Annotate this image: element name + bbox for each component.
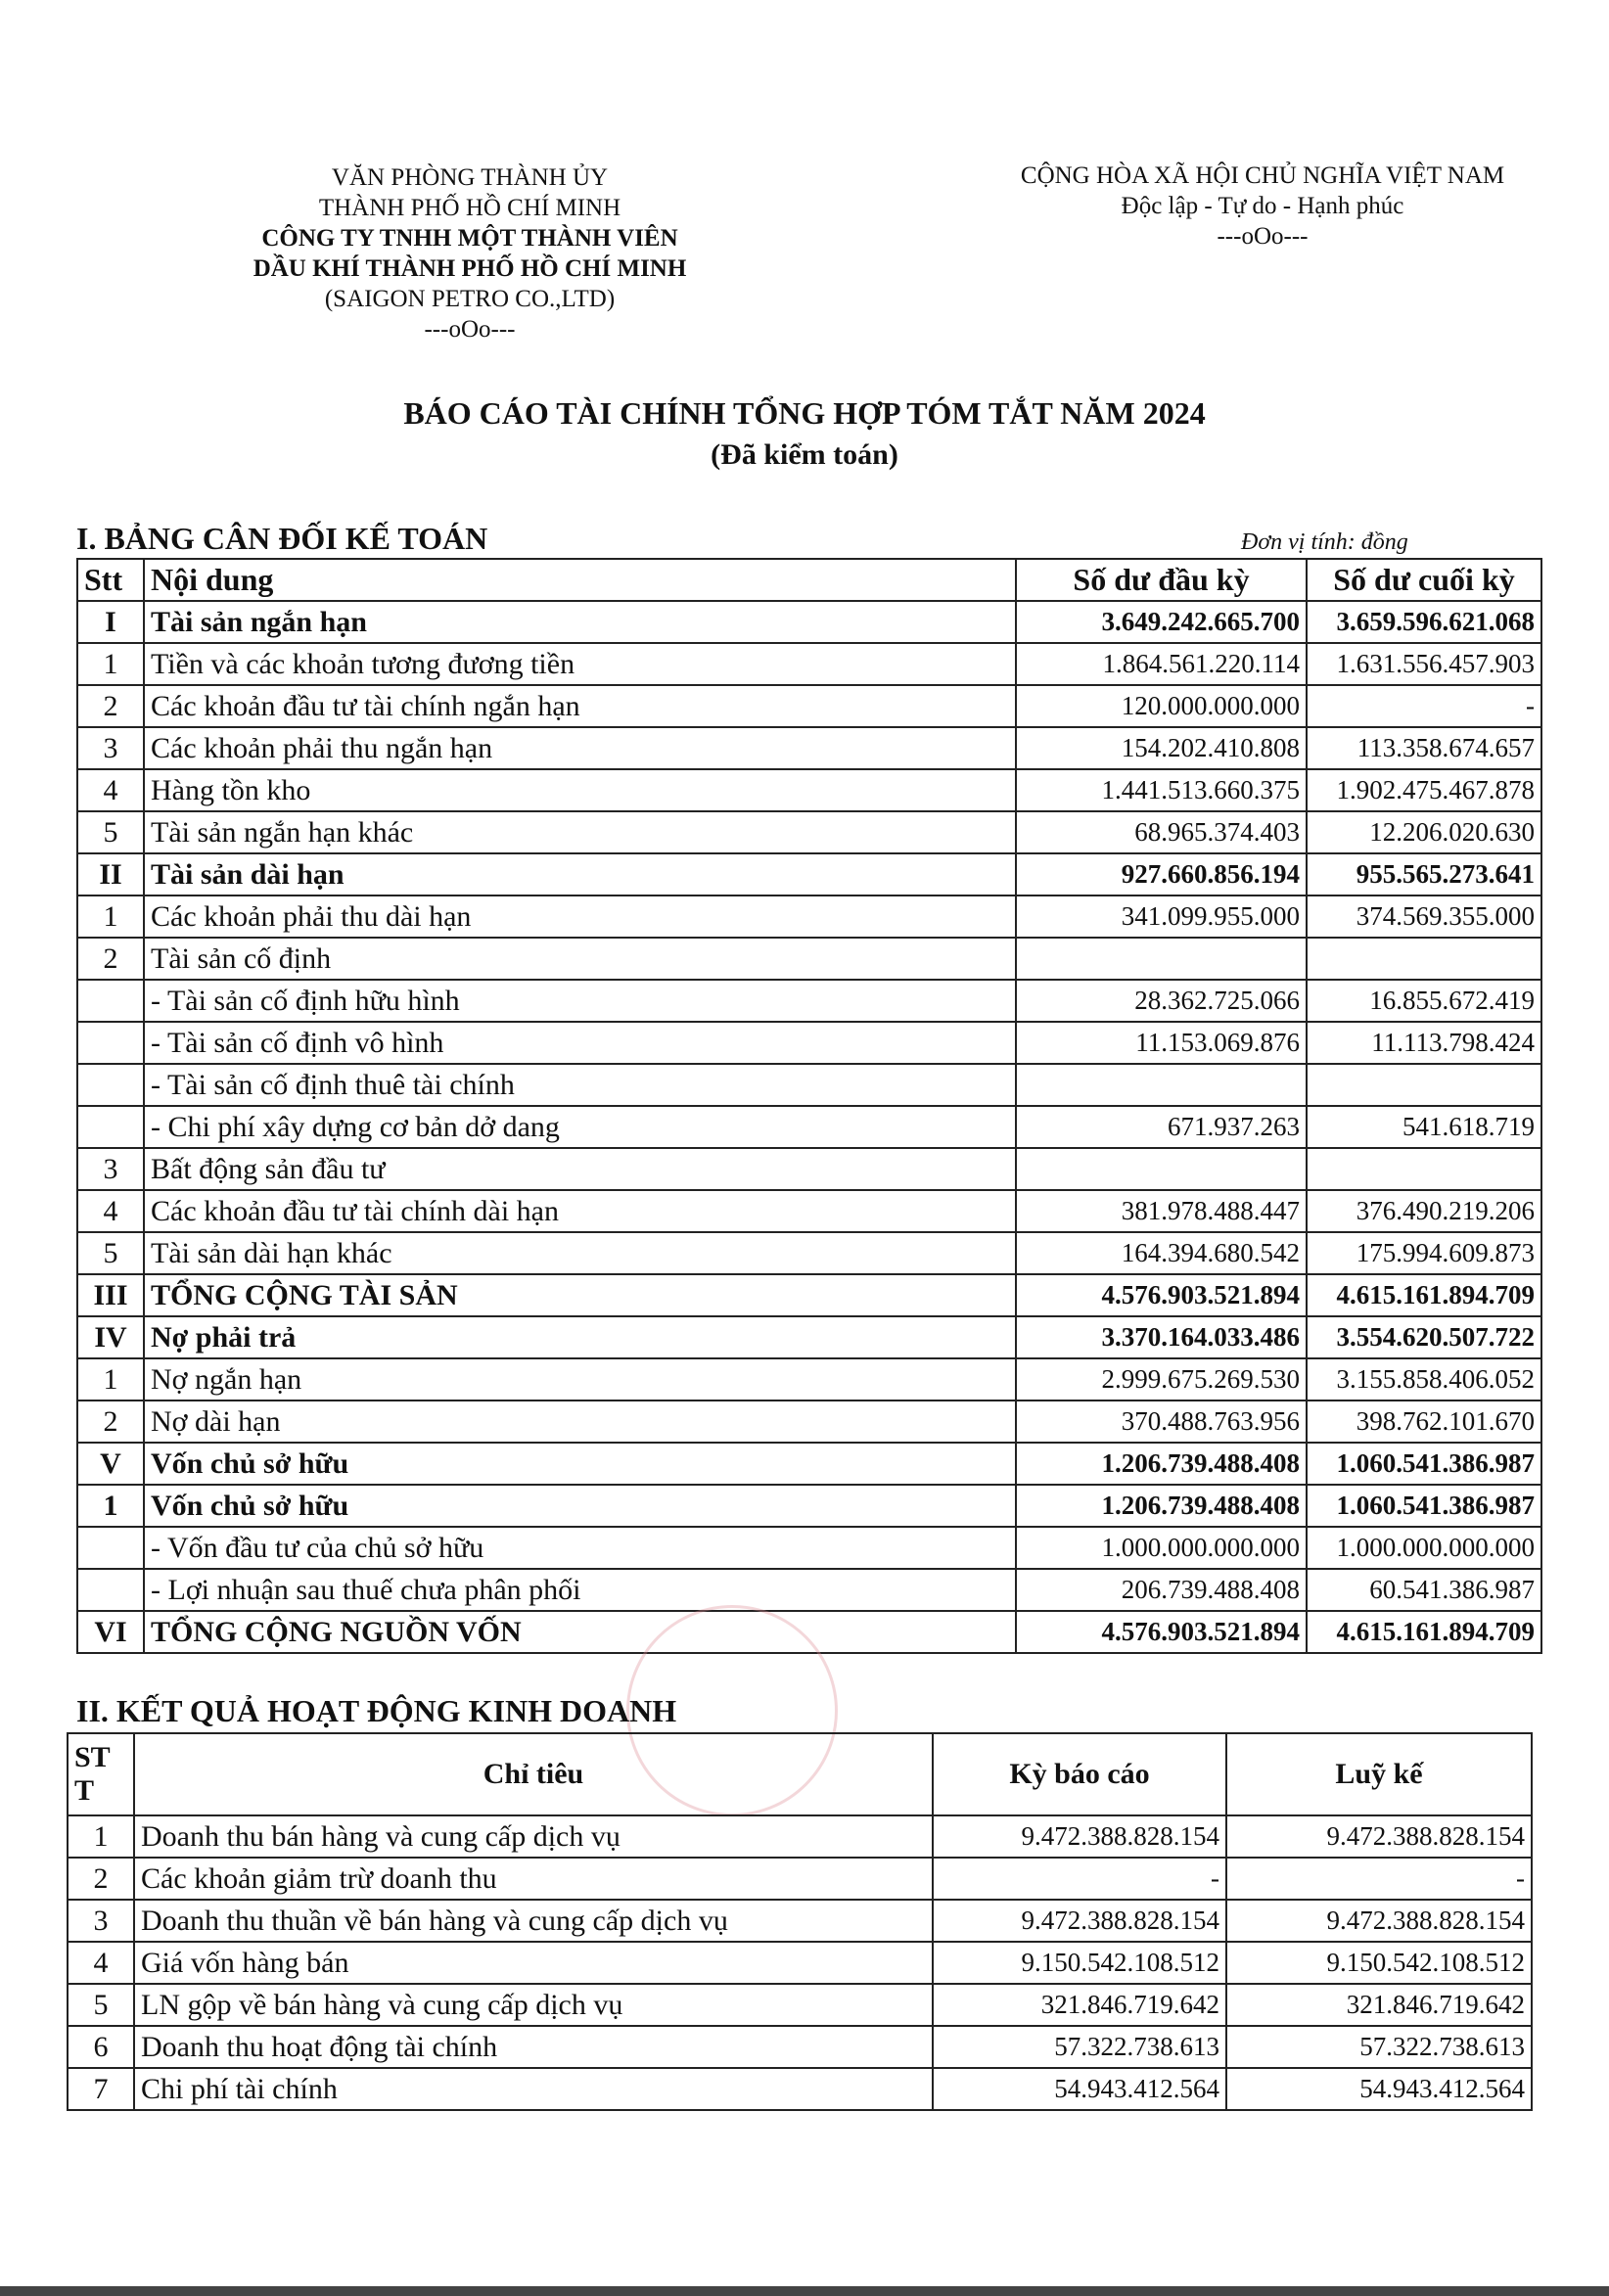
row-stt: 4 bbox=[68, 1942, 134, 1984]
row-opening-balance: 2.999.675.269.530 bbox=[1016, 1358, 1307, 1401]
row-indicator: Doanh thu thuần về bán hàng và cung cấp dịch vụ bbox=[134, 1900, 933, 1942]
row-closing-balance: 3.659.596.621.068 bbox=[1307, 601, 1541, 643]
row-content: Các khoản phải thu ngắn hạn bbox=[144, 727, 1016, 769]
row-reporting-period: 321.846.719.642 bbox=[933, 1984, 1226, 2026]
row-opening-balance: 11.153.069.876 bbox=[1016, 1022, 1307, 1064]
row-opening-balance: 671.937.263 bbox=[1016, 1106, 1307, 1148]
row-cumulative: 9.472.388.828.154 bbox=[1226, 1815, 1532, 1858]
income-statement-row bbox=[68, 1815, 1532, 1858]
row-stt: 1 bbox=[77, 1358, 144, 1401]
row-indicator: Các khoản giảm trừ doanh thu bbox=[134, 1858, 933, 1900]
row-opening-balance: 164.394.680.542 bbox=[1016, 1232, 1307, 1274]
row-reporting-period: 54.943.412.564 bbox=[933, 2068, 1226, 2110]
balance-sheet-row bbox=[77, 643, 1541, 685]
balance-sheet-row bbox=[77, 1232, 1541, 1274]
row-cumulative: 321.846.719.642 bbox=[1226, 1984, 1532, 2026]
row-content: TỔNG CỘNG TÀI SẢN bbox=[144, 1274, 1016, 1316]
national-motto: Độc lập - Tự do - Hạnh phúc bbox=[1121, 193, 1404, 219]
row-stt: 5 bbox=[77, 811, 144, 853]
row-stt: 3 bbox=[77, 1148, 144, 1190]
row-stt: 7 bbox=[68, 2068, 134, 2110]
row-reporting-period: 9.150.542.108.512 bbox=[933, 1942, 1226, 1984]
row-content: Tài sản ngắn hạn bbox=[144, 601, 1016, 643]
row-stt: V bbox=[77, 1443, 144, 1485]
issuer-header bbox=[225, 162, 714, 344]
balance-sheet-row bbox=[77, 727, 1541, 769]
row-opening-balance: 120.000.000.000 bbox=[1016, 685, 1307, 727]
row-closing-balance bbox=[1307, 1064, 1541, 1106]
row-closing-balance: 60.541.386.987 bbox=[1307, 1569, 1541, 1611]
row-closing-balance: 1.060.541.386.987 bbox=[1307, 1443, 1541, 1485]
row-content: - Tài sản cố định hữu hình bbox=[144, 980, 1016, 1022]
row-stt: 2 bbox=[77, 685, 144, 727]
row-stt: I bbox=[77, 601, 144, 643]
row-opening-balance: 1.441.513.660.375 bbox=[1016, 769, 1307, 811]
row-closing-balance: 376.490.219.206 bbox=[1307, 1190, 1541, 1232]
balance-sheet-row bbox=[77, 1569, 1541, 1611]
balance-sheet-row bbox=[77, 1022, 1541, 1064]
balance-sheet-row bbox=[77, 895, 1541, 938]
row-stt bbox=[77, 1106, 144, 1148]
row-content: Tài sản dài hạn khác bbox=[144, 1232, 1016, 1274]
income-statement-row bbox=[68, 2026, 1532, 2068]
row-content: - Lợi nhuận sau thuế chưa phân phối bbox=[144, 1569, 1016, 1611]
row-closing-balance: - bbox=[1307, 685, 1541, 727]
row-content: Tài sản cố định bbox=[144, 938, 1016, 980]
row-stt: 2 bbox=[68, 1858, 134, 1900]
national-separator: ---oOo--- bbox=[1217, 223, 1309, 250]
row-opening-balance: 3.649.242.665.700 bbox=[1016, 601, 1307, 643]
row-closing-balance: 4.615.161.894.709 bbox=[1307, 1274, 1541, 1316]
row-opening-balance: 4.576.903.521.894 bbox=[1016, 1274, 1307, 1316]
balance-sheet-row bbox=[77, 938, 1541, 980]
row-reporting-period: 9.472.388.828.154 bbox=[933, 1900, 1226, 1942]
row-closing-balance: 1.060.541.386.987 bbox=[1307, 1485, 1541, 1527]
balance-sheet-row bbox=[77, 1316, 1541, 1358]
income-statement-table bbox=[67, 1732, 1533, 2111]
row-opening-balance: 341.099.955.000 bbox=[1016, 895, 1307, 938]
row-cumulative: 54.943.412.564 bbox=[1226, 2068, 1532, 2110]
row-opening-balance: 206.739.488.408 bbox=[1016, 1569, 1307, 1611]
row-opening-balance: 381.978.488.447 bbox=[1016, 1190, 1307, 1232]
row-indicator: Chi phí tài chính bbox=[134, 2068, 933, 2110]
row-content: Tiền và các khoản tương đương tiền bbox=[144, 643, 1016, 685]
national-title: CỘNG HÒA XÃ HỘI CHỦ NGHĨA VIỆT NAM bbox=[1020, 162, 1505, 189]
balance-sheet-row bbox=[77, 1443, 1541, 1485]
row-closing-balance: 955.565.273.641 bbox=[1307, 853, 1541, 895]
row-indicator: Giá vốn hàng bán bbox=[134, 1942, 933, 1984]
balance-sheet-row bbox=[77, 811, 1541, 853]
row-stt: 3 bbox=[68, 1900, 134, 1942]
row-stt: 5 bbox=[68, 1984, 134, 2026]
row-closing-balance bbox=[1307, 1148, 1541, 1190]
issuer-line-2: THÀNH PHỐ HỒ CHÍ MINH bbox=[318, 195, 621, 221]
row-indicator: LN gộp về bán hàng và cung cấp dịch vụ bbox=[134, 1984, 933, 2026]
row-stt: III bbox=[77, 1274, 144, 1316]
report-title: BÁO CÁO TÀI CHÍNH TỔNG HỢP TÓM TẮT NĂM 2024 bbox=[403, 395, 1206, 431]
row-opening-balance bbox=[1016, 1064, 1307, 1106]
issuer-separator: ---oOo--- bbox=[424, 316, 516, 343]
row-content: Bất động sản đầu tư bbox=[144, 1148, 1016, 1190]
income-statement-header-row bbox=[68, 1733, 1532, 1815]
row-content: Tài sản dài hạn bbox=[144, 853, 1016, 895]
row-stt: 1 bbox=[77, 1485, 144, 1527]
row-content: - Tài sản cố định vô hình bbox=[144, 1022, 1016, 1064]
row-opening-balance: 28.362.725.066 bbox=[1016, 980, 1307, 1022]
balance-sheet-row bbox=[77, 769, 1541, 811]
income-statement-row bbox=[68, 1858, 1532, 1900]
row-opening-balance bbox=[1016, 938, 1307, 980]
row-content: - Chi phí xây dựng cơ bản dở dang bbox=[144, 1106, 1016, 1148]
row-stt: VI bbox=[77, 1611, 144, 1653]
balance-sheet-row bbox=[77, 1358, 1541, 1401]
income-statement-row bbox=[68, 1942, 1532, 1984]
row-closing-balance: 1.000.000.000.000 bbox=[1307, 1527, 1541, 1569]
row-content: TỔNG CỘNG NGUỒN VỐN bbox=[144, 1611, 1016, 1653]
income-statement-row bbox=[68, 2068, 1532, 2110]
balance-sheet-row bbox=[77, 1064, 1541, 1106]
balance-sheet-row bbox=[77, 1106, 1541, 1148]
row-reporting-period: - bbox=[933, 1858, 1226, 1900]
balance-sheet-row bbox=[77, 1274, 1541, 1316]
row-stt bbox=[77, 1527, 144, 1569]
header-indicator: Chỉ tiêu bbox=[134, 1733, 933, 1815]
income-statement-title: II. KẾT QUẢ HOẠT ĐỘNG KINH DOANH bbox=[76, 1693, 677, 1728]
header-content: Nội dung bbox=[144, 559, 1016, 601]
row-closing-balance: 113.358.674.657 bbox=[1307, 727, 1541, 769]
row-stt: 5 bbox=[77, 1232, 144, 1274]
row-opening-balance: 927.660.856.194 bbox=[1016, 853, 1307, 895]
header-opening-balance: Số dư đầu kỳ bbox=[1016, 559, 1307, 601]
row-closing-balance: 541.618.719 bbox=[1307, 1106, 1541, 1148]
row-stt: II bbox=[77, 853, 144, 895]
row-opening-balance: 1.206.739.488.408 bbox=[1016, 1485, 1307, 1527]
header-closing-balance: Số dư cuối kỳ bbox=[1307, 559, 1541, 601]
header-stt: Stt bbox=[77, 559, 144, 601]
balance-sheet-row bbox=[77, 1401, 1541, 1443]
balance-sheet-row bbox=[77, 1190, 1541, 1232]
row-stt bbox=[77, 1064, 144, 1106]
header-stt: STT bbox=[68, 1733, 134, 1815]
balance-sheet-row bbox=[77, 685, 1541, 727]
row-closing-balance: 1.902.475.467.878 bbox=[1307, 769, 1541, 811]
row-content: Vốn chủ sở hữu bbox=[144, 1443, 1016, 1485]
row-content: Nợ dài hạn bbox=[144, 1401, 1016, 1443]
row-indicator: Doanh thu bán hàng và cung cấp dịch vụ bbox=[134, 1815, 933, 1858]
balance-sheet-row bbox=[77, 601, 1541, 643]
income-statement-row bbox=[68, 1900, 1532, 1942]
row-stt bbox=[77, 1022, 144, 1064]
row-stt: 4 bbox=[77, 769, 144, 811]
row-closing-balance: 374.569.355.000 bbox=[1307, 895, 1541, 938]
row-content: Tài sản ngắn hạn khác bbox=[144, 811, 1016, 853]
row-closing-balance: 16.855.672.419 bbox=[1307, 980, 1541, 1022]
row-closing-balance: 11.113.798.424 bbox=[1307, 1022, 1541, 1064]
row-opening-balance: 370.488.763.956 bbox=[1016, 1401, 1307, 1443]
header-cumulative: Luỹ kế bbox=[1226, 1733, 1532, 1815]
row-stt bbox=[77, 980, 144, 1022]
unit-note: Đơn vị tính: đồng bbox=[1241, 529, 1408, 555]
row-opening-balance: 68.965.374.403 bbox=[1016, 811, 1307, 853]
income-statement-row bbox=[68, 1984, 1532, 2026]
row-closing-balance: 12.206.020.630 bbox=[1307, 811, 1541, 853]
row-stt: 2 bbox=[77, 938, 144, 980]
report-subtitle: (Đã kiểm toán) bbox=[711, 438, 898, 471]
row-closing-balance: 3.155.858.406.052 bbox=[1307, 1358, 1541, 1401]
issuer-company-line-2: DẦU KHÍ THÀNH PHỐ HỒ CHÍ MINH bbox=[253, 255, 687, 282]
row-cumulative: 9.150.542.108.512 bbox=[1226, 1942, 1532, 1984]
row-closing-balance: 3.554.620.507.722 bbox=[1307, 1316, 1541, 1358]
row-stt: 2 bbox=[77, 1401, 144, 1443]
row-opening-balance: 3.370.164.033.486 bbox=[1016, 1316, 1307, 1358]
row-content: - Tài sản cố định thuê tài chính bbox=[144, 1064, 1016, 1106]
balance-sheet-row bbox=[77, 1485, 1541, 1527]
balance-sheet-header-row bbox=[77, 559, 1541, 601]
row-content: Các khoản đầu tư tài chính ngắn hạn bbox=[144, 685, 1016, 727]
row-opening-balance: 1.000.000.000.000 bbox=[1016, 1527, 1307, 1569]
row-opening-balance: 4.576.903.521.894 bbox=[1016, 1611, 1307, 1653]
row-closing-balance: 4.615.161.894.709 bbox=[1307, 1611, 1541, 1653]
issuer-line-1: VĂN PHÒNG THÀNH ỦY bbox=[331, 164, 609, 191]
balance-sheet-row bbox=[77, 1527, 1541, 1569]
balance-sheet-title: I. BẢNG CÂN ĐỐI KẾ TOÁN bbox=[76, 521, 488, 556]
row-content: Nợ ngắn hạn bbox=[144, 1358, 1016, 1401]
row-reporting-period: 57.322.738.613 bbox=[933, 2026, 1226, 2068]
row-stt: 1 bbox=[68, 1815, 134, 1858]
balance-sheet-row bbox=[77, 853, 1541, 895]
row-reporting-period: 9.472.388.828.154 bbox=[933, 1815, 1226, 1858]
national-header bbox=[959, 161, 1566, 252]
row-closing-balance: 1.631.556.457.903 bbox=[1307, 643, 1541, 685]
row-content: - Vốn đầu tư của chủ sở hữu bbox=[144, 1527, 1016, 1569]
row-opening-balance: 1.864.561.220.114 bbox=[1016, 643, 1307, 685]
row-content: Các khoản đầu tư tài chính dài hạn bbox=[144, 1190, 1016, 1232]
row-stt: 1 bbox=[77, 643, 144, 685]
row-cumulative: 9.472.388.828.154 bbox=[1226, 1900, 1532, 1942]
row-content: Hàng tồn kho bbox=[144, 769, 1016, 811]
row-indicator: Doanh thu hoạt động tài chính bbox=[134, 2026, 933, 2068]
row-stt: IV bbox=[77, 1316, 144, 1358]
balance-sheet-row bbox=[77, 1148, 1541, 1190]
balance-sheet-row bbox=[77, 980, 1541, 1022]
row-content: Vốn chủ sở hữu bbox=[144, 1485, 1016, 1527]
row-stt: 1 bbox=[77, 895, 144, 938]
row-stt: 3 bbox=[77, 727, 144, 769]
row-stt bbox=[77, 1569, 144, 1611]
balance-sheet-table bbox=[76, 558, 1542, 1654]
row-stt: 4 bbox=[77, 1190, 144, 1232]
issuer-company-line-1: CÔNG TY TNHH MỘT THÀNH VIÊN bbox=[261, 225, 678, 252]
row-closing-balance: 175.994.609.873 bbox=[1307, 1232, 1541, 1274]
scan-bottom-edge bbox=[0, 2286, 1609, 2296]
issuer-english-name: (SAIGON PETRO CO.,LTD) bbox=[324, 286, 616, 312]
row-opening-balance bbox=[1016, 1148, 1307, 1190]
row-opening-balance: 154.202.410.808 bbox=[1016, 727, 1307, 769]
row-opening-balance: 1.206.739.488.408 bbox=[1016, 1443, 1307, 1485]
row-closing-balance: 398.762.101.670 bbox=[1307, 1401, 1541, 1443]
header-reporting-period: Kỳ báo cáo bbox=[933, 1733, 1226, 1815]
row-content: Các khoản phải thu dài hạn bbox=[144, 895, 1016, 938]
row-cumulative: - bbox=[1226, 1858, 1532, 1900]
row-content: Nợ phải trả bbox=[144, 1316, 1016, 1358]
row-stt: 6 bbox=[68, 2026, 134, 2068]
row-closing-balance bbox=[1307, 938, 1541, 980]
row-cumulative: 57.322.738.613 bbox=[1226, 2026, 1532, 2068]
